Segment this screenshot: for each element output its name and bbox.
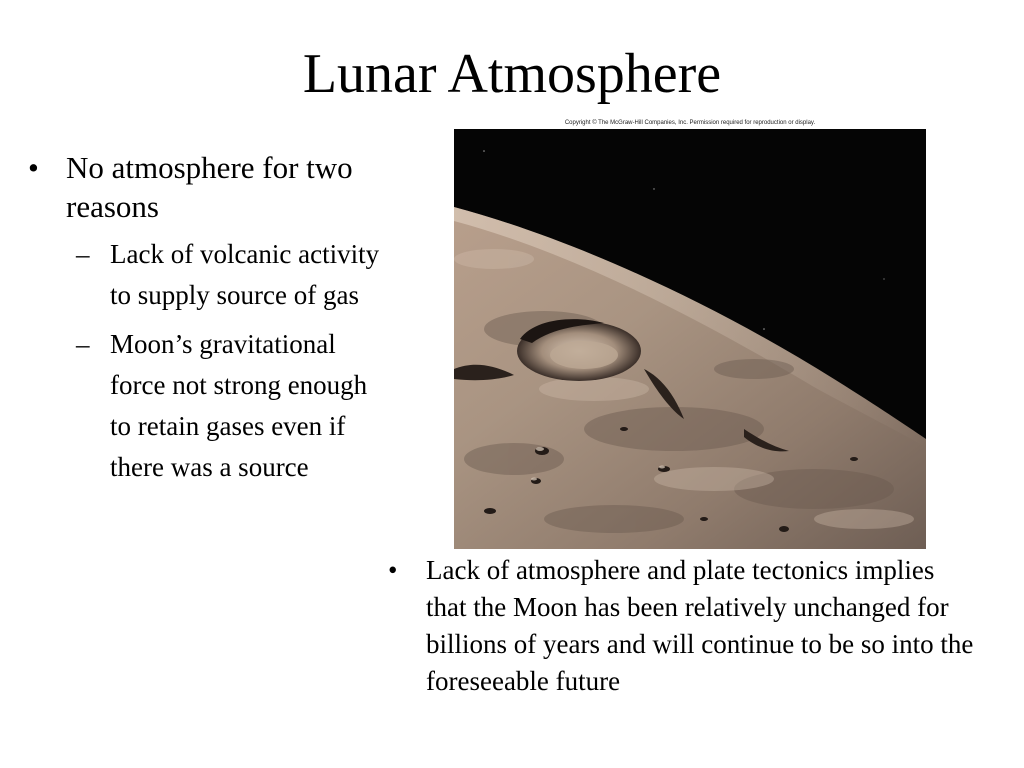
copyright-notice: Copyright © The McGraw-Hill Companies, Inc. Permission required for reproduction or display. bbox=[564, 120, 816, 126]
sub-bullet-text: Lack of volcanic activity to supply source of gas bbox=[110, 239, 380, 310]
bullet-unchanged-moon bbox=[388, 552, 978, 700]
sub-bullet-text: Moon’s gravitational force not strong enough to retain gases even if there was a source bbox=[110, 329, 368, 482]
slide-title: Lunar Atmosphere bbox=[302, 43, 722, 105]
left-column bbox=[28, 148, 388, 488]
sub-bullet-volcanic bbox=[28, 234, 388, 316]
bullet-marker: • bbox=[388, 555, 398, 585]
sub-bullet-marker: – bbox=[76, 239, 90, 269]
bullet-marker: • bbox=[28, 150, 39, 185]
sub-bullet-gravity bbox=[28, 324, 388, 488]
bullet-no-atmosphere bbox=[28, 148, 388, 226]
sub-bullet-marker: – bbox=[76, 329, 90, 359]
moon-surface-photo bbox=[454, 129, 926, 549]
bullet-text: No atmosphere for two reasons bbox=[66, 150, 353, 224]
moon-photo-figure bbox=[454, 117, 926, 549]
bullet-text: Lack of atmosphere and plate tectonics implies that the Moon has been relatively unchanged for billions of years and will continue to be so into the foreseeable future bbox=[426, 555, 974, 696]
